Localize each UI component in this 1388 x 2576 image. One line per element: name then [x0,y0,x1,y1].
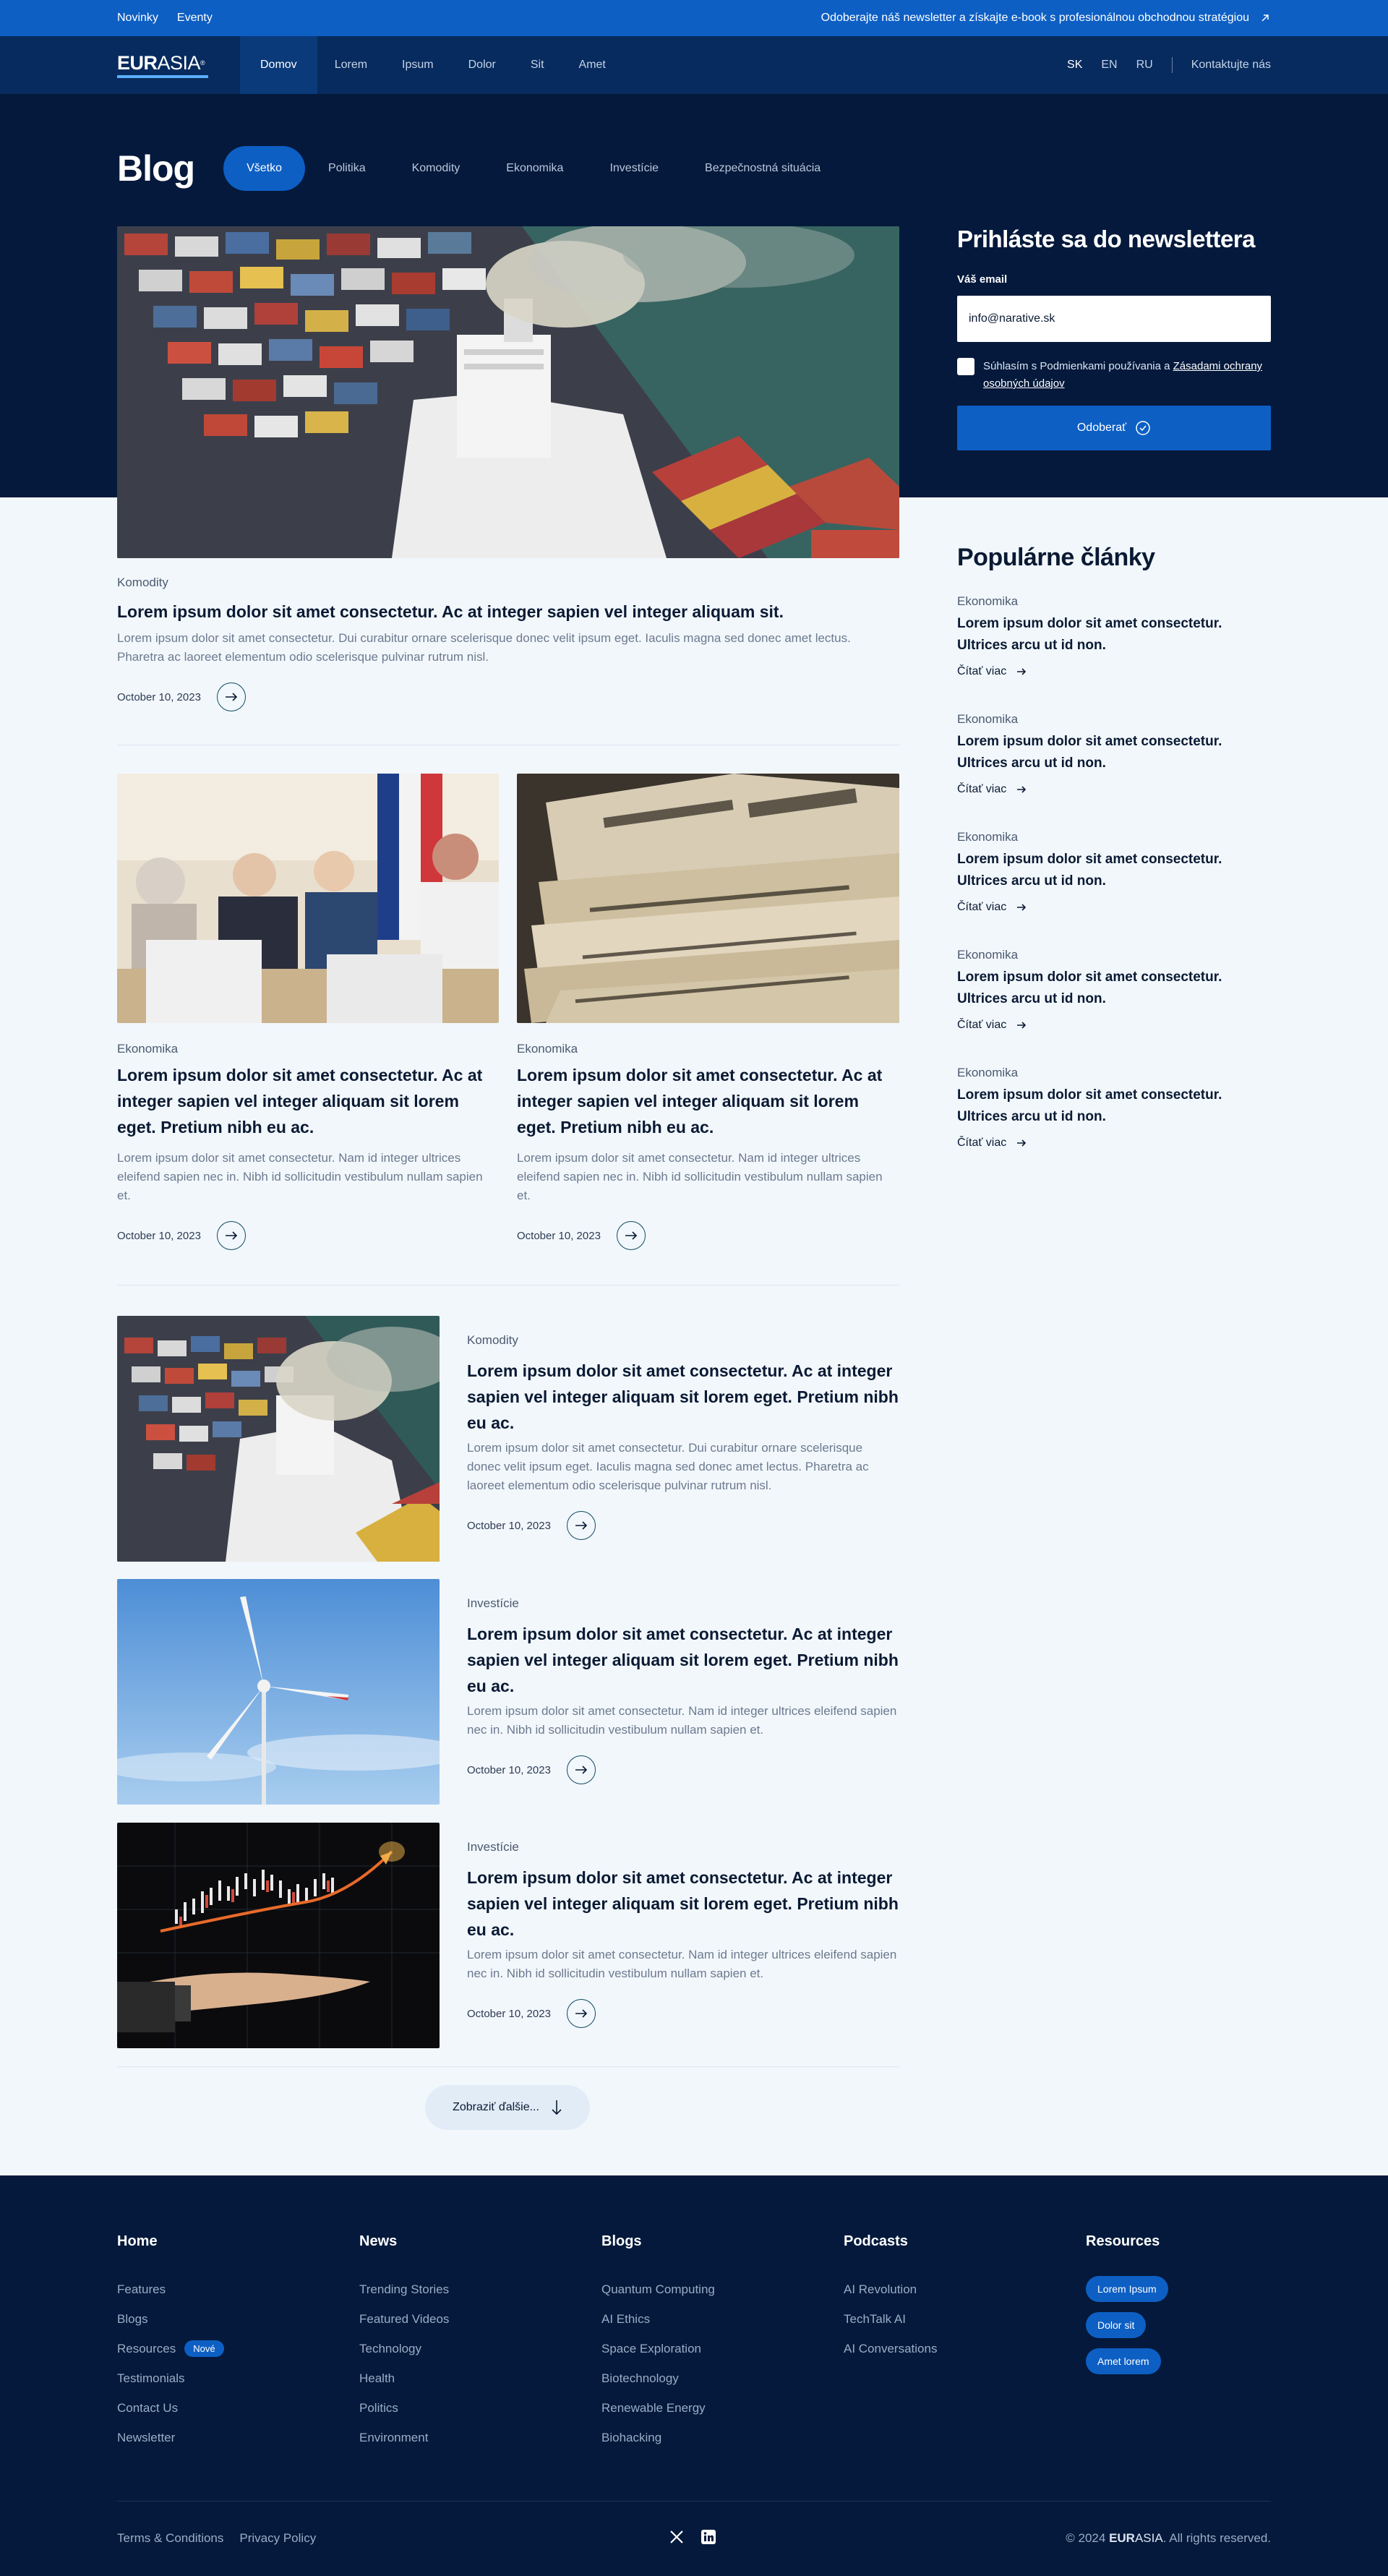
footer-link-environment[interactable]: Environment [359,2430,429,2444]
list-post-3-read-button[interactable] [567,1999,596,2028]
arrow-right-icon [1016,1021,1027,1030]
nav-link-dolor[interactable]: Dolor [468,59,496,71]
popular-item [957,830,1271,914]
popular-item [957,712,1271,796]
popular-4-category: Ekonomika [957,948,1019,962]
popular-5-read-more[interactable] [957,1137,1271,1150]
arrow-right-icon [1016,903,1027,912]
footer-link-health[interactable]: Health [359,2371,395,2385]
newsletter-promo-text: Odoberajte náš newsletter a získajte e-book s profesionálnou obchodnou stratégiou [821,12,1249,24]
footer-link-biohacking[interactable]: Biohacking [601,2430,662,2444]
linkedin-icon[interactable] [701,2529,716,2549]
list-post [117,1823,899,2048]
page-title: Blog [117,148,195,189]
list-post-3-excerpt: Lorem ipsum dolor sit amet consectetur. Nam id integer ultrices eleifend sapien nec in. Nibh id sollicitudin vestibulum nullam sapien et. [467,1948,897,1980]
copyright-brand-thin: ASIA [1134,2531,1163,2545]
email-label: Váš email [957,273,1008,286]
newsletter-form [957,226,1271,450]
popular-item [957,1066,1271,1150]
topbar-link-novinky[interactable]: Novinky [117,12,158,24]
copyright-post: . All rights reserved. [1162,2531,1271,2545]
arrow-right-icon [575,2008,588,2019]
logo-thin: ASIA [157,51,201,74]
popular-articles [957,544,1271,1149]
grid-post-image[interactable] [517,774,899,1023]
footer-divider [117,2501,1271,2502]
copyright-brand-bold: EUR [1109,2531,1135,2545]
arrow-right-icon [225,692,238,702]
footer-col-home-title: Home [117,2233,158,2249]
section-divider [117,2066,899,2067]
filter-bezpecnostna-situacia[interactable]: Bezpečnostná situácia [705,162,821,174]
arrow-right-icon [1016,785,1027,794]
list-post [117,1579,899,1805]
footer-col-podcasts-title: Podcasts [844,2233,908,2249]
list-post-1-image[interactable] [117,1316,440,1562]
footer-link-trending[interactable]: Trending Stories [359,2282,450,2296]
contact-link[interactable]: Kontaktujte nás [1191,59,1271,71]
popular-title: Populárne články [957,544,1155,571]
nav-link-ipsum[interactable]: Ipsum [402,59,434,71]
copyright-pre: © 2024 [1066,2531,1110,2545]
featured-read-button[interactable] [217,682,246,711]
featured-title[interactable]: Lorem ipsum dolor sit amet consectetur. Ac at integer sapien vel integer aliquam sit. [117,602,784,621]
footer-link-newsletter[interactable]: Newsletter [117,2430,176,2444]
list-post-3-category: Investície [467,1840,519,1854]
conference-image [117,774,499,1023]
footer-link-biotech[interactable]: Biotechnology [601,2371,679,2385]
x-twitter-icon[interactable] [669,2529,685,2549]
stock-chart-hand-image [117,1823,440,2048]
check-circle-icon [1135,420,1151,436]
nav-link-amet[interactable]: Amet [578,59,606,71]
footer-col-news-title: News [359,2233,398,2249]
list-post-2-date: October 10, 2023 [467,1763,551,1776]
footer-link-techtalk[interactable]: TechTalk AI [844,2311,906,2326]
popular-1-title[interactable]: Lorem ipsum dolor sit amet consectetur. Ultrices arcu ut id non. [957,616,1222,653]
footer-link-features[interactable]: Features [117,2282,166,2296]
footer-col-resources-title: Resources [1086,2233,1160,2249]
popular-item [957,594,1271,678]
resource-pill-lorem-ipsum[interactable]: Lorem Ipsum [1086,2276,1168,2302]
privacy-policy-link[interactable]: Privacy Policy [239,2531,317,2545]
load-more-button[interactable] [425,2085,590,2130]
list-post-3-title[interactable]: Lorem ipsum dolor sit amet consectetur. Ac at integer sapien vel integer aliquam sit lorem eget. Pretium nibh eu ac. [467,1868,899,1939]
popular-4-title[interactable]: Lorem ipsum dolor sit amet consectetur. Ultrices arcu ut id non. [957,970,1222,1006]
grid-post-image[interactable] [117,774,499,1023]
nav-link-domov[interactable]: Domov [240,36,317,94]
popular-3-read-more-label: Čítať viac [957,901,1007,913]
arrow-right-icon [1016,1139,1027,1147]
terms-label [983,358,1271,393]
list-post-2-read-button[interactable] [567,1755,596,1784]
logo-bold: EUR [117,51,158,74]
filter-investicie[interactable]: Investície [609,162,659,174]
terms-link[interactable]: Terms & Conditions [117,2531,224,2545]
new-badge: Nové [184,2340,223,2357]
privacy-link[interactable]: Zásadami ochrany osobných údajov [983,360,1263,390]
popular-1-category: Ekonomika [957,594,1019,608]
footer-link-quantum[interactable]: Quantum Computing [601,2282,715,2296]
arrow-right-icon [1016,667,1027,676]
footer-link-politics[interactable]: Politics [359,2400,398,2415]
list-post-2-title[interactable]: Lorem ipsum dolor sit amet consectetur. Ac at integer sapien vel integer aliquam sit lorem eget. Pretium nibh eu ac. [467,1625,899,1695]
grid-post-1-category: Ekonomika [117,1042,179,1056]
arrow-down-icon [551,2100,562,2115]
list-post-1-date: October 10, 2023 [467,1519,551,1532]
lang-ru[interactable]: RU [1136,59,1153,71]
featured-image[interactable] [117,226,899,558]
filter-ekonomika[interactable]: Ekonomika [506,162,564,174]
popular-5-category: Ekonomika [957,1066,1019,1079]
filter-politika[interactable]: Politika [328,162,366,174]
newspapers-image [517,774,899,1023]
grid-post-2-excerpt: Lorem ipsum dolor sit amet consectetur. Nam id integer ultrices eleifend sapien nec in. Nibh id sollicitudin vestibulum nullam sapien et. [517,1151,883,1202]
popular-4-read-more[interactable] [957,1019,1271,1032]
list-post-1-category: Komodity [467,1333,518,1347]
grid-post-1-read-button[interactable] [217,1221,246,1250]
load-more-label: Zobraziť ďalšie... [453,2101,539,2113]
popular-2-read-more[interactable] [957,783,1271,796]
list-post-2-category: Investície [467,1596,519,1610]
list-post-2-image[interactable] [117,1579,440,1805]
popular-5-title[interactable]: Lorem ipsum dolor sit amet consectetur. Ultrices arcu ut id non. [957,1087,1222,1124]
list-post-3-image[interactable] [117,1823,440,2048]
filter-komodity[interactable]: Komodity [411,162,460,174]
cargo-ship-image [117,1316,440,1562]
subscribe-label: Odoberať [1076,422,1127,434]
footer-link-space[interactable]: Space Exploration [601,2341,701,2355]
grid-post-2-read-button[interactable] [617,1221,646,1250]
grid-post-1-date: October 10, 2023 [117,1229,201,1242]
footer [0,2175,1388,2576]
featured-category: Komodity [117,575,168,589]
popular-2-title[interactable]: Lorem ipsum dolor sit amet consectetur. Ultrices arcu ut id non. [957,734,1222,771]
newsletter-title: Prihláste sa do newslettera [957,226,1256,252]
footer-link-ai-revolution[interactable]: AI Revolution [844,2282,917,2296]
grid-post-2-date: October 10, 2023 [517,1229,601,1242]
list-post-3-date: October 10, 2023 [467,2007,551,2020]
resource-pill-amet-lorem[interactable]: Amet lorem [1086,2348,1161,2374]
popular-3-read-more[interactable] [957,901,1271,914]
featured-date: October 10, 2023 [117,690,201,703]
featured-excerpt: Lorem ipsum dolor sit amet consectetur. Dui curabitur ornare scelerisque donec velit ipsum eget. Iaculis magna sed donec amet lectus. Pharetra ac laoreet elementum odio scelerisque pulvinar rutrum nisl. [117,631,851,664]
email-field[interactable] [957,296,1271,342]
grid-post-1-excerpt: Lorem ipsum dolor sit amet consectetur. Nam id integer ultrices eleifend sapien nec in. Nibh id sollicitudin vestibulum nullam sapien et. [117,1151,483,1202]
popular-2-category: Ekonomika [957,712,1019,726]
subscribe-button[interactable] [957,406,1271,450]
footer-link-ai-conversations[interactable]: AI Conversations [844,2341,938,2355]
footer-link-testimonials[interactable]: Testimonials [117,2371,185,2385]
grid-post-1-title[interactable]: Lorem ipsum dolor sit amet consectetur. Ac at integer sapien vel integer aliquam sit lorem eget. Pretium nibh eu ac. [117,1066,483,1137]
footer-link-renewable[interactable]: Renewable Energy [601,2400,706,2415]
nav-link-lorem[interactable]: Lorem [334,59,368,71]
footer-link-blogs[interactable]: Blogs [117,2311,148,2326]
list-post-1-read-button[interactable] [567,1511,596,1540]
footer-link-featured-videos[interactable]: Featured Videos [359,2311,450,2326]
popular-1-read-more-label: Čítať viac [957,665,1007,677]
popular-3-category: Ekonomika [957,830,1019,844]
terms-text: Súhlasím s Podmienkami používania a [983,360,1173,372]
wind-turbine-image [117,1579,440,1805]
topbar-link-eventy[interactable]: Eventy [176,12,213,24]
popular-4-read-more-label: Čítať viac [957,1019,1007,1031]
popular-1-read-more[interactable] [957,665,1271,678]
footer-link-resources[interactable]: Resources [117,2341,176,2355]
list-post-2-excerpt: Lorem ipsum dolor sit amet consectetur. Nam id integer ultrices eleifend sapien nec in. Nibh id sollicitudin vestibulum nullam sapien et. [467,1704,897,1737]
grid-post-2-title[interactable]: Lorem ipsum dolor sit amet consectetur. Ac at integer sapien vel integer aliquam sit lorem eget. Pretium nibh eu ac. [517,1066,883,1137]
footer-col-blogs-title: Blogs [601,2233,642,2249]
filter-vsetko[interactable]: Všetko [223,146,305,191]
arrow-right-icon [575,1520,588,1531]
popular-5-read-more-label: Čítať viac [957,1137,1007,1149]
nav-link-sit[interactable]: Sit [530,59,544,71]
footer-link-ai-ethics[interactable]: AI Ethics [601,2311,651,2326]
popular-item [957,948,1271,1032]
arrow-right-icon [225,1231,238,1241]
popular-2-read-more-label: Čítať viac [957,783,1007,795]
footer-link-contact[interactable]: Contact Us [117,2400,179,2415]
popular-3-title[interactable]: Lorem ipsum dolor sit amet consectetur. Ultrices arcu ut id non. [957,852,1222,889]
arrow-right-icon [575,1765,588,1775]
list-post-1-excerpt: Lorem ipsum dolor sit amet consectetur. Dui curabitur ornare scelerisque donec velit ipsum eget. Iaculis magna sed donec amet lectus. Pharetra ac laoreet elementum odio scelerisque pulvinar rutrum nisl. [467,1441,869,1492]
lang-sk[interactable]: SK [1067,59,1083,71]
copyright [1066,2531,1271,2546]
resource-pill-dolor-sit[interactable]: Dolor sit [1086,2312,1146,2338]
logo-mark: ® [200,59,205,67]
cargo-ship-image [117,226,899,558]
lang-en[interactable]: EN [1101,59,1118,71]
footer-link-technology[interactable]: Technology [359,2341,422,2355]
list-post-1-title[interactable]: Lorem ipsum dolor sit amet consectetur. Ac at integer sapien vel integer aliquam sit lorem eget. Pretium nibh eu ac. [467,1361,899,1432]
grid-post-2-category: Ekonomika [517,1042,578,1056]
list-post [117,1316,899,1562]
terms-checkbox[interactable] [957,358,974,375]
arrow-right-icon [625,1231,638,1241]
